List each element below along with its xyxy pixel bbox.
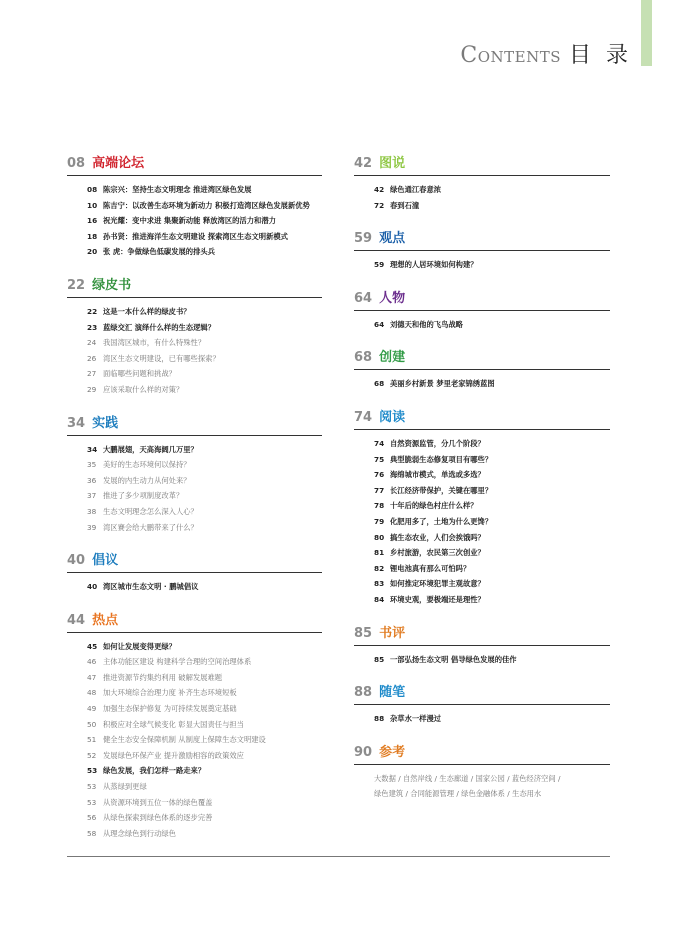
section-name: 实践 [92,415,119,431]
toc-section [354,741,610,802]
toc-entry-list [67,639,322,842]
toc-section [354,681,610,727]
entry-title: 长江经济带保护，关键在哪里？ [390,485,493,495]
entry-title: 生态文明理念怎么深入人心？ [103,506,198,516]
entry-page-number: 52 [87,750,97,760]
entry-page-number: 45 [87,641,98,651]
toc-entry[interactable] [374,576,610,592]
section-name: 观点 [379,231,406,247]
toc-entry[interactable] [374,561,610,577]
section-heading[interactable] [67,152,322,176]
toc-entry[interactable] [87,779,322,795]
entry-title: 从资源环境到五位一体的绿色覆盖 [103,797,213,807]
entry-title: 环境史观，要极端还是理性？ [390,594,485,604]
section-name: 参考 [379,744,406,760]
toc-entry[interactable] [87,366,322,382]
entry-title: 陈宗兴：坚持生态文明理念 推进湾区绿色发展 [103,185,252,194]
entry-page-number: 82 [374,563,385,573]
entry-title: 从蒸绿到更绿 [103,782,147,792]
toc-section [67,274,322,398]
entry-title: 自然资源监管，分几个阶段？ [390,438,485,448]
section-name: 倡议 [92,553,119,569]
entry-title: 美好的生态环境何以保持？ [103,460,191,470]
toc-section [354,287,610,333]
entry-title: 化肥用多了，土地为什么更馋？ [390,516,493,526]
section-heading[interactable] [354,681,610,705]
toc-entry[interactable] [87,504,322,520]
section-name: 图说 [379,156,406,171]
entry-page-number: 48 [87,688,97,698]
toc-right-column [354,152,610,816]
entry-page-number: 24 [87,338,97,348]
entry-page-number: 88 [374,714,385,724]
toc-entry[interactable] [87,685,322,701]
contents-word: Contents [460,43,561,68]
entry-page-number: 77 [374,485,385,495]
entry-title: 加大环境综合治理力度 补齐生态环境短板 [103,688,237,698]
section-page-number: 85 [354,625,373,641]
section-heading[interactable] [67,549,322,573]
toc-entry-list [354,711,610,727]
entry-page-number: 42 [374,185,385,194]
toc-entry[interactable] [87,320,322,336]
entry-title: 绿色通江春意浓 [390,185,442,194]
section-name: 人物 [379,290,406,306]
entry-title: 锂电池真有那么可怕吗？ [390,563,471,573]
section-heading[interactable] [354,406,610,430]
section-heading[interactable] [354,287,610,311]
section-page-number: 59 [354,231,373,247]
toc-entry-list [354,376,610,392]
toc-entry[interactable] [87,701,322,717]
entry-title: 发展绿色环保产业 提升激励相容的政策效应 [103,750,244,760]
entry-title: 加强生态保护修复 为可持续发展奠定基础 [103,704,237,714]
entry-page-number: 16 [87,216,98,226]
section-name: 阅读 [379,409,406,425]
toc-entry[interactable] [87,457,322,473]
entry-page-number: 26 [87,353,97,363]
toc-section [354,227,610,273]
section-page-number: 68 [354,350,373,366]
entry-title: 张 虎：争做绿色低碳发展的排头兵 [103,247,215,257]
toc-entry-list [67,182,322,260]
toc-entry[interactable] [374,711,610,727]
toc-entry[interactable] [374,317,610,333]
section-page-number: 88 [354,685,373,701]
entry-title: 杂草水一样漫过 [390,714,442,724]
toc-section [67,549,322,595]
section-heading[interactable] [67,412,322,436]
section-heading[interactable] [354,152,610,176]
entry-page-number: 50 [87,719,97,729]
entry-page-number: 23 [87,322,98,332]
section-page-number: 64 [354,290,373,306]
toc-entry[interactable] [87,810,322,826]
entry-page-number: 39 [87,522,97,532]
entry-title: 我国湾区城市，有什么特殊性？ [103,338,206,348]
section-page-number: 90 [354,744,373,760]
section-name: 随笔 [379,685,406,701]
section-name: 高端论坛 [92,156,145,171]
entry-title: 绿色发展，我们怎样一路走来？ [103,766,206,776]
entry-page-number: 53 [87,797,97,807]
toc-entry[interactable] [87,473,322,489]
entry-page-number: 75 [374,454,385,464]
toc-entry[interactable] [87,488,322,504]
entry-title: 搞生态农业，人们会挨饿吗？ [390,532,485,542]
toc-entry-list [354,771,610,802]
entry-page-number: 81 [374,548,385,558]
toc-entry[interactable] [374,467,610,483]
entry-page-number: 35 [87,460,97,470]
section-heading[interactable] [67,274,322,298]
toc-entry[interactable] [374,376,610,392]
section-page-number: 40 [67,553,86,569]
toc-section [354,406,610,608]
entry-title: 陈吉宁：以改善生态环境为新动力 积极打造湾区绿色发展新优势 [103,200,310,210]
entry-title: 祝光耀：变中求进 集聚新动能 释放湾区的活力和潜力 [103,216,276,226]
entry-title: 积极应对全球气候变化 彰显大国责任与担当 [103,719,244,729]
toc-entry[interactable] [87,198,322,214]
entry-title: 刘德天和他的飞鸟战略 [390,319,463,329]
entry-title: 美丽乡村新景 梦里老家锦绣蓝图 [390,379,495,389]
entry-title: 一部弘扬生态文明 倡导绿色发展的佳作 [390,654,517,664]
section-name: 书评 [379,625,406,641]
section-heading[interactable] [354,741,610,765]
section-page-number: 42 [354,156,373,171]
toc-entry[interactable] [374,530,610,546]
entry-title: 乡村旅游，农民第三次创业？ [390,548,485,558]
entry-title: 海绵城市模式，单选或多选？ [390,470,485,480]
entry-title: 这是一本什么样的绿皮书？ [103,306,191,316]
entry-title: 从绿色探索到绿色体系的逐步完善 [103,813,213,823]
toc-entry[interactable] [87,639,322,655]
toc-entry[interactable] [87,826,322,842]
section-name: 热点 [92,612,119,628]
toc-entry[interactable] [374,483,610,499]
section-name: 创建 [379,350,406,366]
toc-entry[interactable] [374,545,610,561]
entry-title: 从理念绿色到行动绿色 [103,828,176,838]
entry-title: 蓝绿交汇 演绎什么样的生态逻辑？ [103,322,215,332]
toc-entry[interactable] [374,436,610,452]
entry-title: 面临哪些问题和挑战？ [103,369,176,379]
entry-page-number: 53 [87,782,97,792]
toc-section [67,609,322,842]
entry-page-number: 22 [87,306,98,316]
toc-entry[interactable] [87,351,322,367]
toc-entry[interactable] [87,382,322,398]
entry-title: 孙书贤：推进海洋生态文明建设 探索湾区生态文明新模式 [103,231,288,241]
toc-section [354,622,610,668]
toc-entry[interactable] [374,182,610,198]
entry-page-number: 76 [374,470,385,480]
entry-title: 湾区賽会给大鹏带来了什么？ [103,522,198,532]
toc-section [354,346,610,392]
entry-page-number: 08 [87,185,98,194]
toc-entry-list [354,182,610,213]
entry-page-number: 10 [87,200,98,210]
toc-entry[interactable] [374,771,610,787]
entry-title: 健全生态安全保障机制 从制度上保障生态文明建设 [103,735,266,745]
toc-entry-list [354,317,610,333]
entry-title: 发展的内生动力从何处来？ [103,475,191,485]
entry-page-number: 84 [374,594,385,604]
entry-title: 推进了多少项制度改革？ [103,491,184,501]
toc-entry[interactable] [87,442,322,458]
entry-page-number: 36 [87,475,97,485]
toc-section [67,412,322,536]
entry-page-number: 49 [87,704,97,714]
entry-page-number: 58 [87,828,97,838]
entry-page-number: 78 [374,501,385,511]
entry-page-number: 85 [374,654,385,664]
toc-entry-list [67,442,322,536]
toc-entry[interactable] [87,520,322,536]
entry-page-number: 47 [87,672,97,682]
entry-page-number: 51 [87,735,97,745]
entry-page-number: 72 [374,200,385,210]
toc-entry[interactable] [87,717,322,733]
entry-page-number: 46 [87,657,97,667]
toc-entry[interactable] [87,213,322,229]
section-name: 绿皮书 [92,277,132,293]
section-page-number: 44 [67,612,86,628]
entry-title: 如何推定环境犯罪主观故意？ [390,579,485,589]
toc-entry[interactable] [87,732,322,748]
entry-page-number: 53 [87,766,98,776]
entry-title: 应该采取什么样的对策？ [103,384,184,394]
entry-title: 如何让发展变得更绿？ [103,641,176,651]
toc-entry-list [354,257,610,273]
entry-title: 十年后的绿色村庄什么样？ [390,501,478,511]
toc-entry[interactable] [374,592,610,608]
entry-page-number: 79 [374,516,385,526]
entry-page-number: 68 [374,379,385,389]
toc-entry[interactable] [374,257,610,273]
entry-title: 湾区生态文明建设，已有哪些探索？ [103,353,220,363]
section-page-number: 22 [67,277,86,293]
entry-page-number: 27 [87,369,97,379]
section-heading[interactable] [67,609,322,633]
toc-entry[interactable] [374,786,610,802]
toc-entry[interactable] [87,304,322,320]
section-heading[interactable] [354,622,610,646]
entry-page-number: 56 [87,813,97,823]
toc-entry-list [67,304,322,398]
page-title: 目 录 [569,43,632,68]
entry-page-number: 38 [87,506,97,516]
entry-page-number: 74 [374,438,385,448]
toc-entry-list [67,579,322,595]
toc-entry[interactable] [374,652,610,668]
toc-entry[interactable] [374,452,610,468]
entry-title: 主体功能区建设 构建科学合理的空间治理体系 [103,657,252,667]
toc-entry[interactable] [87,229,322,245]
toc-entry-list [354,436,610,608]
toc-entry[interactable] [87,182,322,198]
section-heading[interactable] [354,227,610,251]
entry-title: 绿色建筑 / 合同能源管理 / 绿色金融体系 / 生态用水 [374,789,542,799]
entry-title: 理想的人居环境如何构建？ [390,260,478,270]
toc-entry[interactable] [374,198,610,214]
entry-page-number: 29 [87,384,97,394]
toc-entry[interactable] [87,763,322,779]
entry-title: 大鹏展翅，天高海阔几万里？ [103,444,198,454]
entry-title: 大数据 / 自然岸线 / 生态廊道 / 国家公园 / 蓝色经济空间 / [374,773,561,783]
section-page-number: 08 [67,156,86,171]
header [460,38,632,69]
entry-title: 推进资源节约集约利用 破解发展难题 [103,672,223,682]
toc-entry[interactable] [87,244,322,260]
entry-page-number: 59 [374,260,385,270]
entry-page-number: 18 [87,231,98,241]
entry-page-number: 80 [374,532,385,542]
entry-page-number: 83 [374,579,385,589]
entry-page-number: 20 [87,247,98,257]
entry-page-number: 34 [87,444,98,454]
toc-section [354,152,610,213]
entry-title: 春到石潼 [390,200,420,210]
entry-page-number: 64 [374,319,385,329]
toc-entry[interactable] [87,654,322,670]
toc-section [67,152,322,260]
toc-entry[interactable] [87,748,322,764]
entry-title: 典型脆弱生态修复项目有哪些？ [390,454,493,464]
entry-page-number: 37 [87,491,97,501]
entry-page-number: 40 [87,582,98,592]
toc-entry[interactable] [374,514,610,530]
section-heading[interactable] [354,346,610,370]
section-page-number: 74 [354,409,373,425]
toc-left-column [67,152,322,855]
toc-entry-list [354,652,610,668]
toc-entry[interactable] [87,579,322,595]
bottom-divider [67,856,610,857]
section-page-number: 34 [67,415,86,431]
header-accent-bar [641,0,652,66]
toc-entry[interactable] [374,498,610,514]
toc-entry[interactable] [87,670,322,686]
toc-entry[interactable] [87,335,322,351]
toc-entry[interactable] [87,795,322,811]
entry-title: 湾区城市生态文明 · 鹏城倡议 [103,582,199,592]
